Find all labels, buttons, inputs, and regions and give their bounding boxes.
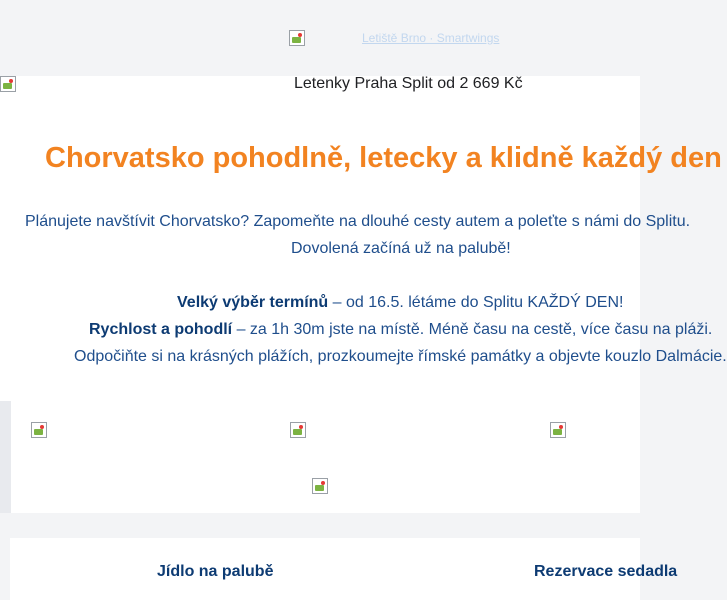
- intro-text: Plánujete navštívit Chorvatsko? Zapomeňte na dlouhé cesty autem a poleťte s námi do Splitu.: [25, 213, 691, 230]
- benefit-speed-title: Rychlost a pohodlí: [89, 321, 233, 338]
- headline: Chorvatsko pohodlně, letecky a klidně každý den: [45, 142, 722, 174]
- benefit-relax-text: Odpočiňte si na krásných plážích, prozkoumejte římské památky a objevte kouzlo Dalmácie.: [74, 348, 727, 365]
- benefit-dates-text: – od 16.5. létáme do Splitu KAŽDÝ DEN!: [328, 294, 624, 311]
- feature-booking-title: Rezervace sedadla: [534, 563, 678, 580]
- logo-image[interactable]: [289, 30, 305, 46]
- gallery-left-strip: [0, 401, 11, 513]
- gallery-image-1[interactable]: [31, 422, 47, 438]
- benefit-relax: [74, 348, 727, 366]
- gallery-section: [11, 401, 640, 513]
- banner-alt-text[interactable]: Letenky Praha Split od 2 669 Kč: [294, 75, 523, 92]
- benefit-dates: [177, 294, 623, 312]
- logo-alt-text[interactable]: Letiště Brno · Smartwings: [362, 31, 500, 45]
- benefit-speed: [89, 321, 712, 339]
- feature-food-title: Jídlo na palubě: [157, 563, 274, 580]
- gallery-image-4[interactable]: [312, 478, 328, 494]
- benefit-dates-title: Velký výběr termínů: [177, 294, 329, 311]
- banner-image[interactable]: [0, 76, 16, 92]
- gallery-image-2[interactable]: [290, 422, 306, 438]
- gallery-image-3[interactable]: [550, 422, 566, 438]
- intro-tagline: Dovolená začíná už na palubě!: [291, 240, 511, 257]
- benefit-speed-text: – za 1h 30m jste na místě. Méně času na cestě, více času na pláži.: [232, 321, 713, 338]
- email-header: [0, 0, 640, 76]
